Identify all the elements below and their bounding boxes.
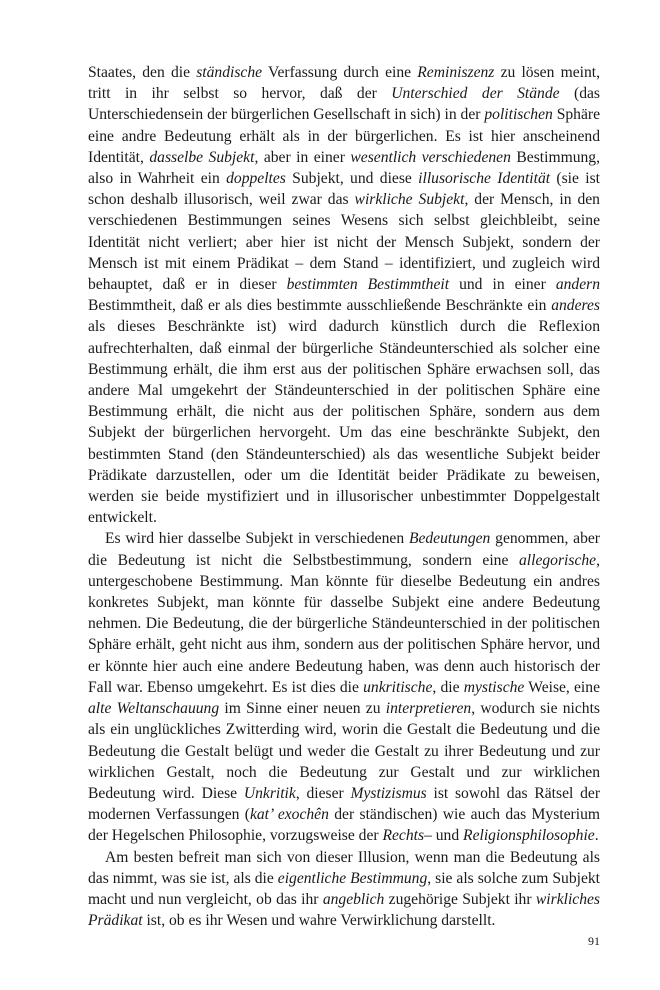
emphasized-text: illusorische Identität (418, 170, 551, 188)
text-run: (das Unterschiedensein der bürgerlichen Gesellschaft in sich) in der (88, 85, 600, 124)
emphasized-text: wesentlich verschiedenen (350, 148, 511, 166)
emphasized-text: bestimmten Bestimmtheit (286, 276, 450, 294)
emphasized-text: angeblich (322, 890, 385, 908)
text-run: Weise, eine (524, 678, 600, 696)
emphasized-text: anderes (551, 297, 600, 315)
emphasized-text: dasselbe Subjekt (149, 148, 255, 166)
text-run: ist sowohl das Rätsel der modernen Verfassungen ( (88, 784, 601, 824)
emphasized-text: allegorische (519, 551, 597, 569)
emphasized-text: alte Weltanschauung (88, 700, 220, 718)
text-run: Bestimmung, also in Wahrheit ein (88, 148, 600, 188)
text-run: , dieser (295, 784, 351, 802)
text-run: ist, ob es ihr Wesen und wahre Verwirklichung darstellt. (142, 912, 496, 930)
emphasized-text: interpretieren (385, 700, 472, 718)
text-run: und in einer (449, 276, 556, 294)
text-run: . (594, 827, 599, 845)
paragraph-2 (88, 528, 600, 846)
emphasized-text: wirkliches Prädikat (88, 890, 600, 930)
emphasized-text: Reminiszenz (417, 64, 495, 81)
text-run: Es wird hier dasselbe Subjekt in verschiedenen (105, 530, 409, 548)
emphasized-text: kat’ exochên (249, 806, 329, 824)
emphasized-text: ständische (196, 64, 263, 81)
emphasized-text: mystische (463, 678, 525, 696)
emphasized-text: wirkliche Subjekt (354, 191, 465, 209)
paragraph-1 (88, 62, 600, 528)
emphasized-text: politischen (484, 106, 553, 124)
text-run: , sie als solche zum Subjekt macht und nun vergleicht, ob das ihr (88, 869, 600, 908)
emphasized-text: unkritische (363, 678, 433, 696)
text-run: zu lösen meint, tritt in ihr selbst so hervor, daß der (88, 64, 600, 103)
paragraph-3 (88, 847, 600, 932)
emphasized-text: Unkritik (243, 784, 296, 802)
text-run: Verfassung durch eine (262, 64, 418, 81)
emphasized-text: Unterschied der Stände (391, 85, 560, 103)
text-run: der ständischen) wie auch das Mysterium der Hegelschen Philosophie, vorzugsweise der (88, 806, 600, 845)
text-run: Am besten befreit man sich von dieser Illusion, wenn man die Bedeutung als das nimmt, was sie ist, als die (88, 848, 600, 887)
emphasized-text: Mystizismus (350, 784, 427, 802)
page-number: 91 (588, 934, 600, 948)
text-run: , aber in einer (254, 148, 351, 166)
text-run: Bestimmtheit, daß er als dies bestimmte ausschließende Beschränkte ein (88, 297, 552, 315)
text-run: Sphäre eine andre Bedeutung erhält als in der bürgerlichen. Es ist hier anscheinend Identität, (88, 106, 600, 166)
emphasized-text: eigentliche Bestimmung (277, 869, 428, 887)
text-run: genommen, aber die Bedeutung ist nicht die Selbstbestimmung, sondern eine (88, 530, 600, 569)
text-run: , die (432, 678, 464, 696)
text-run: als dieses Beschränkte ist) wird dadurch künstlich durch die Reflexion aufrechterhalten, daß einmal der bürgerliche Ständeunterschied als solcher eine Bestimmung erhält, die ihm erst aus der politischen Sphäre erwachsen soll, das andere Mal umgekehrt der Ständeunterschied in der politischen Sphäre eine Bestimmung erhält, die nicht aus der politischen Sphäre, sondern aus dem Subjekt der bürgerlichen hervorgeht. Um das eine beschränkte Subjekt, den bestimmten Stand (den Ständeunterschied) als das wesentliche Subjekt beider Prädikate darzustellen, oder um die Identität beider Prädikate zu beweisen, werden sie beide mystifiziert und in illusorischer unbestimmter Doppelgestalt entwickelt. (88, 318, 600, 527)
text-run: zugehörige Subjekt ihr (384, 890, 536, 908)
emphasized-text: andern (555, 276, 601, 294)
page-body (88, 62, 600, 931)
text-run: Staates, den die (88, 64, 197, 81)
text-run: (sie ist schon deshalb illusorisch, weil zwar das (88, 170, 600, 209)
emphasized-text: Bedeutungen (408, 530, 491, 548)
emphasized-text: Rechts (382, 827, 425, 845)
text-run: – und (424, 827, 464, 845)
text-run: , wodurch sie nichts als ein unglückliches Zwitterding wird, worin die Gestalt die Bedeutung und die Bedeutung die Gestalt belügt und weder die Gestalt zu ihrer Bedeutung und zur wirklichen Gestalt, noch die Bedeutung zur Gestalt und zur wirklichen Bedeutung wird. Diese (88, 700, 601, 802)
emphasized-text: Religionsphilosophie (463, 827, 595, 845)
text-run: , der Mensch, in den verschiedenen Bestimmungen seines Wesens sich selbst gleichbleibt, seine Identität nicht verliert; aber hier ist nicht der Mensch Subjekt, sondern der Mensch ist mit einem Prädikat – dem Stand – identifiziert, und zugleich wird behauptet, daß er in dieser (88, 191, 600, 294)
text-run: im Sinne einer neuen zu (219, 700, 386, 718)
text-run: , untergeschobene Bestimmung. Man könnte für dieselbe Bedeutung ein andres konkretes Subjekt, man könnte für dasselbe Subjekt eine andere Bedeutung nehmen. Die Bedeutung, die der bürgerliche Ständeunterschied in der politischen Sphäre erhält, geht nicht aus ihm, sondern aus der politischen Sphäre hervor, und er könnte hier auch eine andere Bedeutung haben, was denn auch historisch der Fall war. Ebenso umgekehrt. Es ist dies die (88, 551, 600, 696)
text-run: Subjekt, und diese (285, 170, 419, 188)
emphasized-text: doppeltes (226, 170, 286, 188)
